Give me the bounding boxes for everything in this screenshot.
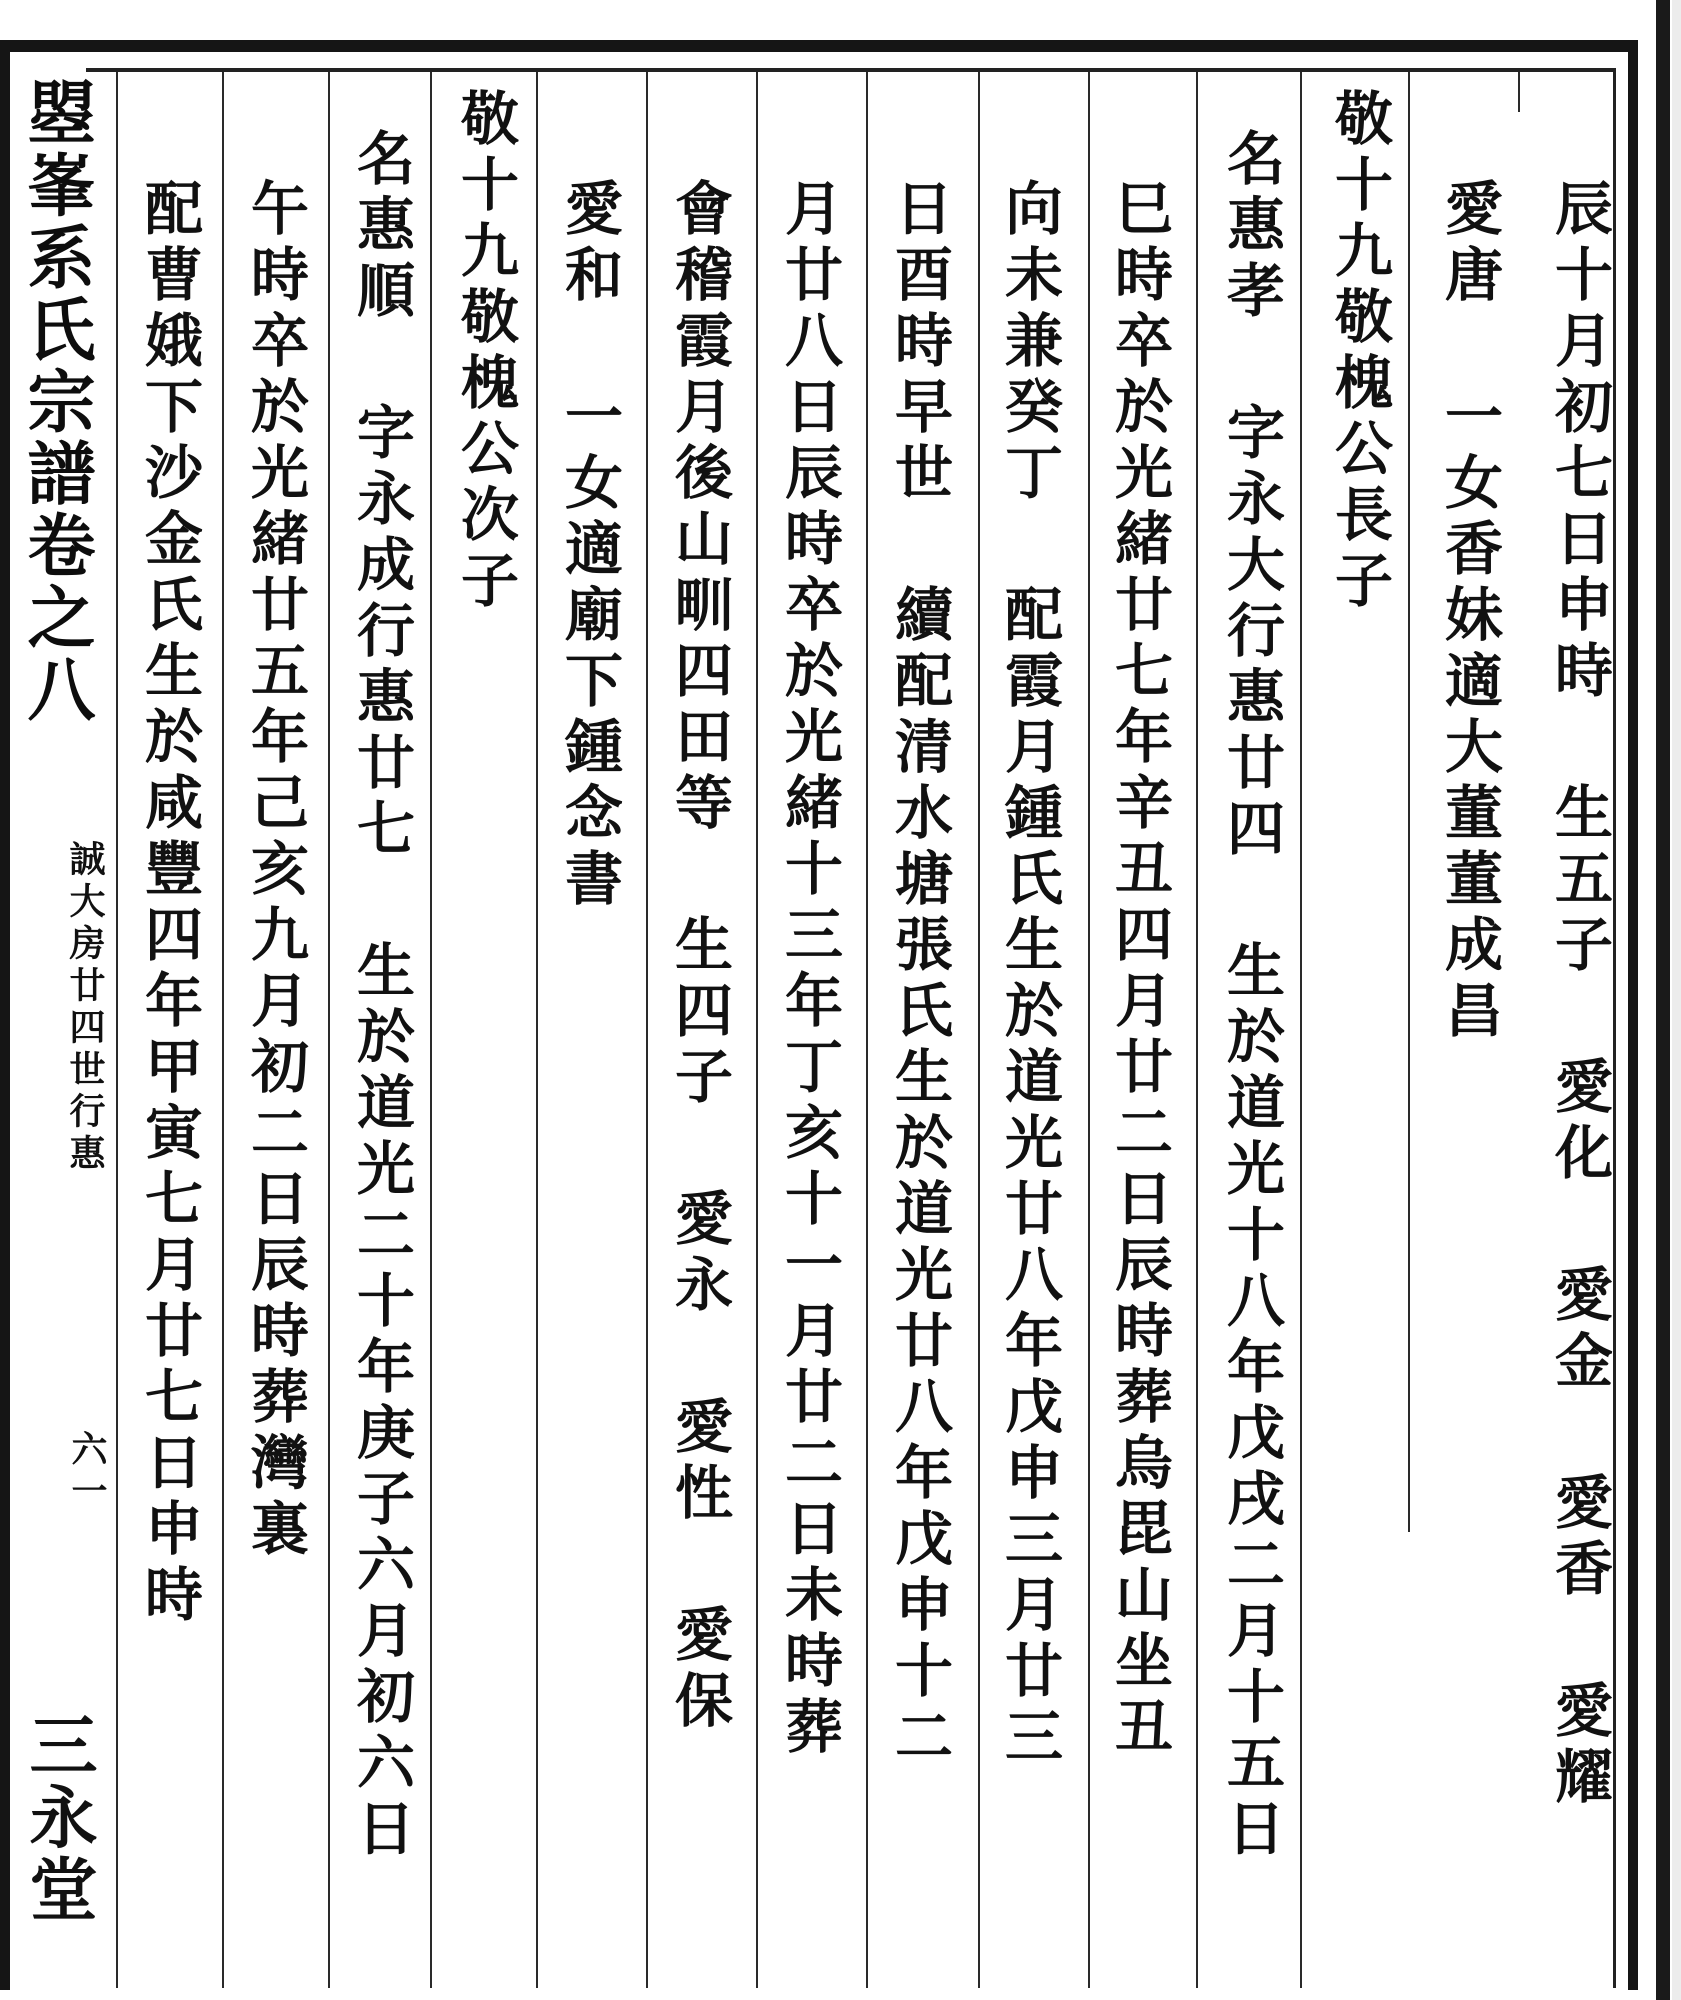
column-rule [1196,72,1198,1988]
column-rule [1300,72,1302,1988]
text-column-11: 敬十九敬槐公次子 [451,88,519,616]
text-column-2: 愛唐 一女香妹適大董董成昌 [1435,178,1503,1046]
column-rule [116,72,118,1988]
text-column-13: 午時卒於光緒廿五年己亥九月初二日辰時葬灣裏 [241,178,309,1564]
column-rule [430,72,432,1988]
text-column-5: 巳時卒於光緒廿七年辛丑四月廿二日辰時葬烏毘山坐丑 [1105,178,1173,1762]
text-column-10: 愛和 一女適廟下鍾念書 [555,178,623,914]
text-column-6: 向未兼癸丁 配霞月鍾氏生於道光廿八年戊申三月廿三 [995,178,1063,1772]
column-rule [1088,72,1090,1988]
column-rule [646,72,648,1988]
text-column-3: 敬十九敬槐公長子 [1325,88,1393,616]
spine-title: 曌峯系氏宗譜卷之八 [16,78,96,726]
spine-branch-label: 誠大房廿四世行惠 [64,840,106,1176]
column-rule [1408,72,1410,1532]
page-edge [1672,0,1681,2000]
hall-name: 三永堂 [18,1710,98,1926]
text-column-12: 名惠順 字永成行惠廿七 生於道光二十年庚子六月初六日 [347,128,415,1864]
column-rule [866,72,868,1988]
column-rule [756,72,758,1988]
binding-edge [1656,0,1670,2000]
text-column-7: 日酉時早世 續配清水塘張氏生於道光廿八年戊申十二 [885,178,953,1772]
text-column-8: 月廿八日辰時卒於光緒十三年丁亥十一月廿二日未時葬 [775,178,843,1762]
column-rule [978,72,980,1988]
column-rule [1518,72,1520,112]
column-rule [536,72,538,1988]
column-rule [328,72,330,1988]
page-number: 六一 [66,1430,108,1514]
text-column-1: 辰十月初七日申時 生五子 愛化 愛金 愛香 愛耀 [1545,178,1613,1812]
column-rule [222,72,224,1988]
text-column-9: 會稽霞月後山甽四田等 生四子 愛永 愛性 愛保 [665,178,733,1736]
text-column-14: 配曹娥下沙金氏生於咸豐四年甲寅七月廿七日申時 [135,178,203,1630]
text-column-4: 名惠孝 字永大行惠廿四 生於道光十八年戊戌二月十五日 [1217,128,1285,1864]
